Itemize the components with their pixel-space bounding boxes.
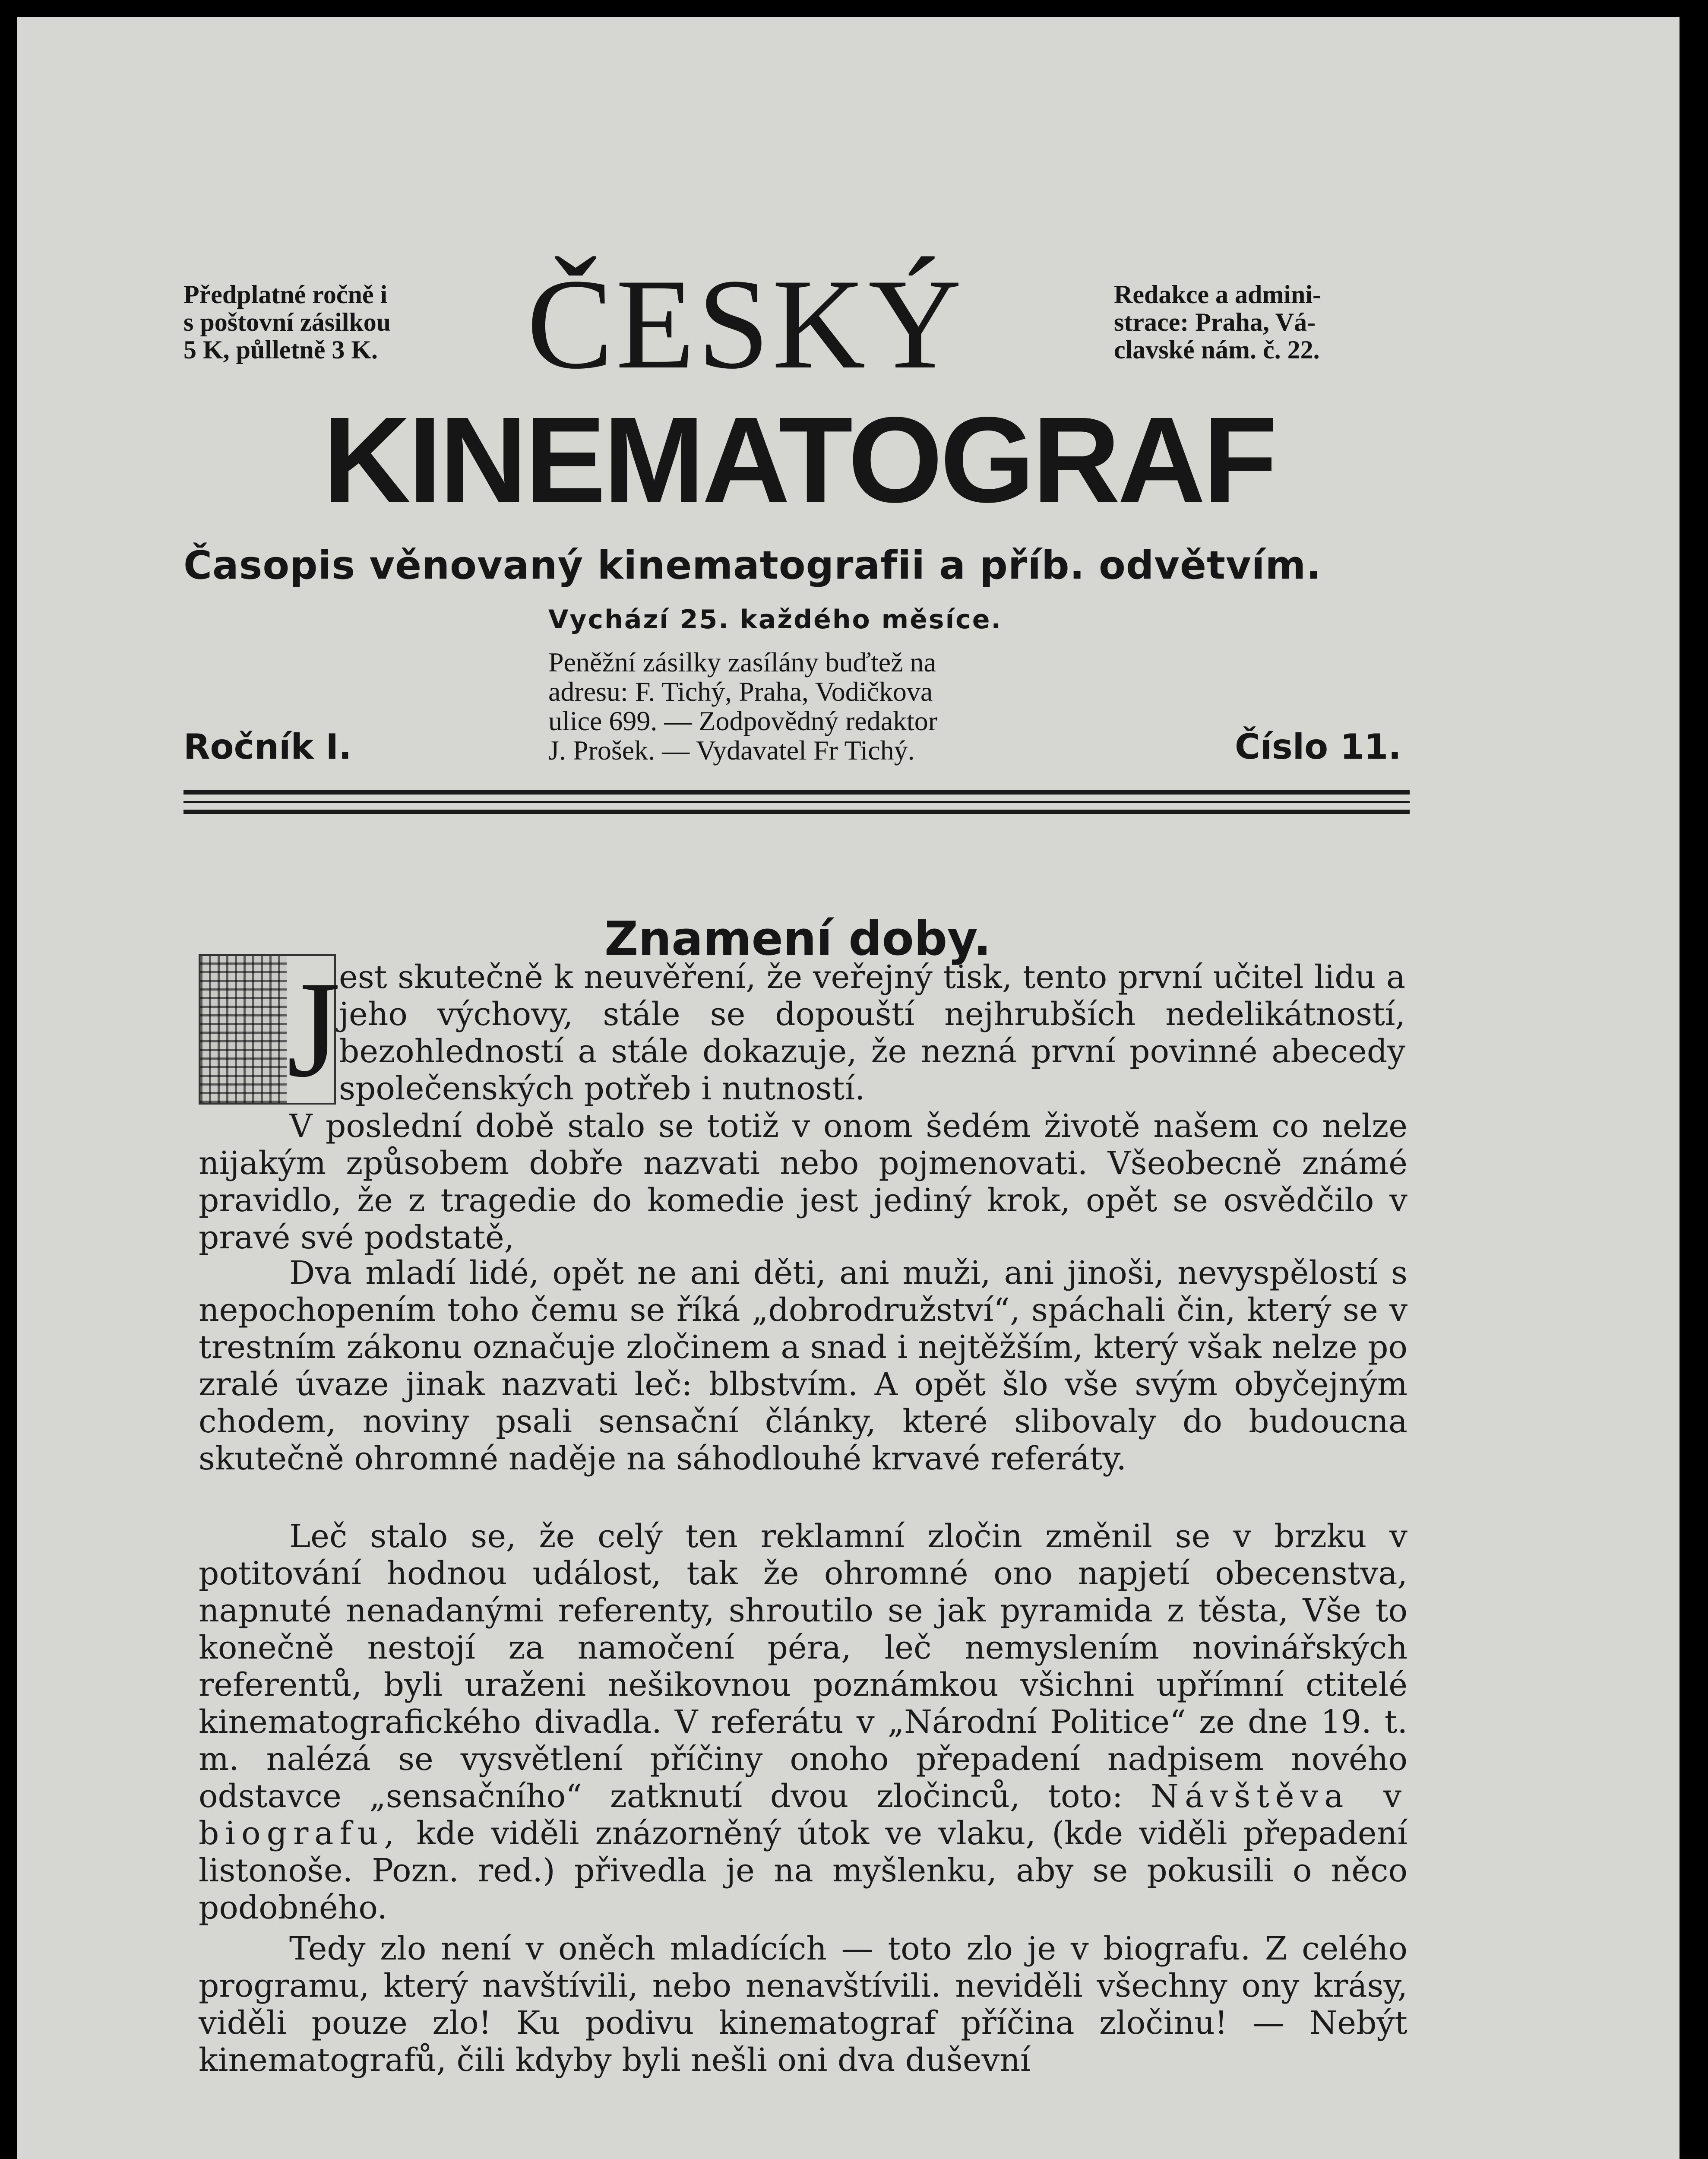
- issue-number: Číslo 11.: [1235, 727, 1401, 767]
- subscription-line: Předplatné ročně i: [183, 280, 388, 309]
- editorial-info: [1114, 281, 1425, 364]
- masthead-title-kinematograf: KINEMATOGRAF: [323, 392, 1275, 528]
- header-rule: [183, 810, 1410, 814]
- article-opening-lines: est skutečně k neuvěření, že veřejný tisk, tento první učitel lidu a jeho výchovy, stále se dopouští nejhrubších nedelikátností, bezohledností a stále dokazuje, že nezná první povinné abecedy společenských potřeb i nutností.: [339, 959, 1405, 1107]
- article-paragraph: V poslední době stalo se totiž v onom šedém životě našem co nelze nijakým způsobem dobře nazvati nebo pojmenovati. Všeobecně známé pravidlo, že z tragedie do komedie jest jediný krok, opět se osvědčilo v pravé své podstatě,: [199, 1108, 1408, 1256]
- subscription-info: [183, 281, 486, 364]
- payment-line: J. Prošek. — Vydavatel Fr Tichý.: [548, 735, 915, 766]
- header-rule: [183, 801, 1410, 803]
- article-title: Znamení doby.: [604, 912, 991, 966]
- payment-info: [548, 648, 1066, 765]
- header-rule: [183, 790, 1410, 795]
- payment-line: adresu: F. Tichý, Praha, Vodičkova: [548, 676, 933, 707]
- editorial-line: Redakce a admini-: [1114, 280, 1321, 309]
- emphasized-text: Návštěva v biografu,: [199, 1778, 1408, 1852]
- paragraph-text: kde viděli znázorněný útok ve vlaku, (kde viděli přepadení listonoše. Pozn. red.) přivedla je na myšlenku, aby se pokusili o něco podobného.: [199, 1815, 1408, 1926]
- masthead-subtitle: Časopis věnovaný kinematografii a příb. odvětvím.: [183, 543, 1322, 588]
- editorial-line: clavské nám. č. 22.: [1114, 336, 1320, 364]
- editorial-line: strace: Praha, Vá-: [1114, 308, 1316, 336]
- masthead-title-cesky: ČESKÝ: [527, 252, 965, 396]
- article-paragraph: Tedy zlo není v oněch mladících — toto zlo je v biografu. Z celého programu, který navštívili, nebo nenavštívili. neviděli všechny ony krásy, viděli pouze zlo! Ku podivu kinematograf příčina zločinu! — Nebýt kinematografů, čili kdyby byli nešli oni dva duševní: [199, 1930, 1408, 2079]
- article-paragraph: [199, 1518, 1408, 1926]
- drop-cap-ornament: [199, 953, 341, 1106]
- volume-label: Ročník I.: [183, 727, 352, 767]
- drop-cap-letter: J: [287, 953, 341, 1106]
- article-paragraph: Dva mladí lidé, opět ne ani děti, ani muži, ani jinoši, nevyspělostí s nepochopením toho čemu se říká „dobrodružství“, spáchali čin, který se v trestním zákonu označuje zločinem a snad i nejtěžším, který však nelze po zralé úvaze jinak nazvati leč: blbstvím. A opět šlo vše svým obyčejným chodem, noviny psali sensační články, které slibovaly do budoucna skutečně ohromné naděje na sáhodlouhé krvavé referáty.: [199, 1254, 1408, 1477]
- payment-line: ulice 699. — Zodpovědný redaktor: [548, 706, 938, 736]
- subscription-line: s poštovní zásilkou: [183, 308, 391, 336]
- payment-line: Peněžní zásilky zasílány buďtež na: [548, 647, 936, 677]
- subscription-line: 5 K, půlletně 3 K.: [183, 336, 378, 364]
- paragraph-text: Leč stalo se, že celý ten reklamní zločin změnil se v brzku v potitování hodnou událost, tak že ohromné ono napjetí obecenstva, napnuté nenadanými referenty, shroutilo se jak pyramida z těsta, Vše to konečně nestojí za namočení péra, leč nemyslením novinářských referentů, byli uraženi nešikovnou poznámkou všichni upřímní ctitelé kinematografického divadla. V referátu v „Národní Politice“ ze dne 19. t. m. nalézá se vysvětlení příčiny onoho přepadení nadpisem nového odstavce „sensačního“ zatknutí dvou zločinců, toto:: [199, 1518, 1408, 1815]
- magazine-page: [17, 17, 1680, 2159]
- issue-date: Vychází 25. každého měsíce.: [548, 605, 1003, 635]
